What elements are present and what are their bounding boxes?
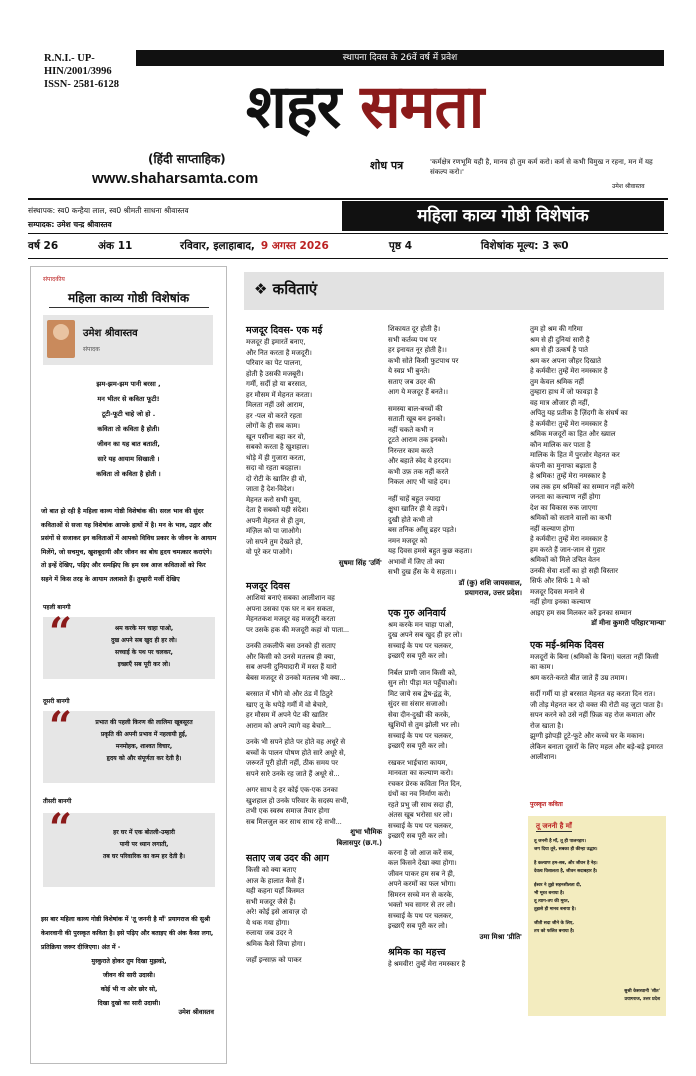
closing-line: मुस्कुराते होकर तुम दिखा मुझको, (91, 958, 167, 965)
editorial-poem (31, 377, 226, 482)
poem-line: कौन मालिक कर पाता है (530, 440, 591, 449)
title-underline (49, 307, 209, 308)
poem-line: खून पसीना बहा कर वो, (246, 432, 306, 441)
poem-line: कविता तो कविता है होती । (96, 470, 161, 478)
poem-line: अगर साथ दे हर कोई एक-एक उनका (246, 786, 338, 794)
poem-line: सभी दुख हँस के ये सहता।। (388, 568, 457, 576)
quote-line: प्रभात की पहली किरण की लालिमा खूबसूरत (95, 719, 193, 726)
poet-location: प्रयागराज, उत्तर प्रदेश। (464, 589, 522, 597)
quote-line: दुख अपने सब खुद ही हर लो। (111, 637, 177, 644)
research-paper-tag: शोध पत्र (370, 159, 404, 172)
poem-line: होती है उसकी मजबूरी। (246, 369, 304, 378)
poem-line: उनकी सेवा शर्तों का हो सही विस्तार (530, 566, 618, 575)
quote-box-3 (43, 805, 215, 887)
poet-signature: शुभा भौमिक (350, 828, 382, 836)
poem-line: देता है सबको यही संदेश। (246, 506, 309, 514)
poem-line: श्रम से ही दुनियां सारी है (530, 335, 590, 344)
masthead-quote: 'कर्मक्षेत्र रणभूमि यही है, मानव हो तुम कर्म करो। कर्म से कभी विमुख न रहना, मन में यह संकल्प करो।' (430, 158, 653, 176)
poem-line: श्रम करके मन चाहा पाओ, (388, 620, 454, 629)
poem-line: श्रमिक कैसे जिया होगा। (246, 939, 306, 948)
poem-line: ये थक गया होगा। (246, 918, 290, 927)
poem-line: मानवता का कल्याण करो। (388, 769, 453, 777)
spacer (388, 599, 522, 607)
poem-line: श्रम से ही उत्कर्ष है पाते (530, 346, 589, 354)
closing-line: जीवन की सारी उदासी। (102, 972, 156, 979)
awarded-poem-label: पुरस्कृत कविता (530, 801, 563, 808)
sample-label-1: पहली बानगी (43, 604, 71, 611)
sample-label-2: दूसरी बानगी (43, 698, 70, 705)
closing-prose: इस बार महिला काव्य गोष्ठी विशेषांक में 'तू जननी है माँ' प्रयागराज की सुश्री केशरवानी की पुरस्कृत कविता है। इसे पढ़िए और बताइए की अंक कैसा लगा, प्रतिक्रिया जरूर दीजिएगा। अंत में - (41, 916, 214, 951)
poem-line: सदा वो रहता बदहाल। (246, 464, 301, 472)
poem-line: इच्छाएँ सब पूरी कर लो। (388, 832, 448, 840)
poem-line: खुशियों से तुम झोली भर लो। (388, 721, 460, 729)
poem-line: कल किसने देखा क्या होगा। (388, 859, 457, 867)
poem-line: इच्छाएँ सब पूरी कर लो। (388, 652, 448, 660)
poem-line: नमन मजदूर को (388, 536, 428, 545)
quote-line: पानी पर ध्यान लगाती, (119, 841, 169, 848)
editor-line: सम्पादक: उमेश चन्द्र श्रीवास्तव (28, 220, 112, 229)
poem-line: आराम को अपने त्यागे वह बेचारे... (246, 721, 331, 730)
poem-line: लेकिन बनाता दूसरों के लिए महल और बड़े-बड़े इमारत आलीशान। (530, 742, 663, 761)
poem-body (246, 865, 382, 966)
poem-line: तुम हो श्रम की गरिमा (530, 325, 583, 333)
poem-line: मेहनत करो सभी युवा, (246, 495, 302, 504)
poem-line: जरूरतें पूरी होती नहीं, ठीक समय पर (246, 759, 338, 767)
poem-line: मिट जाये सब द्वेष-द्वंद्व के, (388, 689, 452, 698)
poem-line: जीवन पाकर हम सब ने ही, (388, 869, 455, 878)
poem-line: अपनी मेहनत से ही तुम, (246, 516, 306, 525)
poem-title: मजदूर दिवस- एक मई (246, 325, 323, 336)
poem-line: आज के हालात कैसे हैं। (246, 876, 305, 885)
poet-signature: सुषमा सिंह 'उर्मि' (338, 558, 382, 567)
poem-line: बरसात में भीगे वो और ठंड में ठिठुरे (246, 690, 333, 698)
poem-line: श्रम करते-करते बीत जाते हैं उम्र तमाम। (530, 673, 628, 682)
editorial-closing (41, 913, 217, 1011)
poem-line: बस तनिक आँसू ढहर पड़ते। (388, 526, 457, 534)
quote-text-3 (77, 827, 211, 863)
issue-info-bar (28, 236, 668, 256)
poem-line: जाता है देश-विदेश। (246, 485, 295, 493)
poem-line: जो सपने तुम देखते हो, (246, 537, 303, 546)
poem-line: सारे यह आयाम सिखाती । (97, 455, 160, 463)
poem-line: आग ये मजदूर हैं बनते।। (388, 388, 449, 396)
poem-line: दो रोटी के खातिर ही वो, (246, 474, 307, 483)
poem-line: श्रमिक मजदूरों का हित और ख्याल (530, 430, 616, 438)
quote-box-1 (43, 609, 215, 679)
rni-line-2: HIN/2001/3996 (44, 66, 112, 77)
poem-line: तप को फलित बनाया है। (534, 929, 575, 934)
poem-line: गर्मी, सर्दी हो या बरसात, (246, 380, 307, 388)
poem-line: बच्चों के पालन पोषण होते सारे अधूरे से, (246, 748, 346, 757)
poet-signature: उमा मिश्रा 'प्रीति' (479, 932, 522, 941)
poem-line: है कल्याण हम-सब, और जीवन है नेह। (534, 861, 598, 866)
poem-line: जब तक हम श्रमिकों का सम्मान नहीं करेंगे (530, 482, 635, 491)
poem-line: नहीं होगा इनका कल्याण (530, 598, 591, 606)
poem-line: श्रम कर अपना जौहर दिखाते (530, 356, 602, 365)
section-title: ❖ कविताएं (254, 280, 318, 298)
poem-body (388, 324, 522, 578)
poet-signature: डॉ मीना कुमारी परिहार'मान्या' (591, 619, 666, 627)
poem-body (246, 337, 382, 558)
poem-line: थोड़े में ही गुजारा करता, (246, 453, 306, 462)
poem-line: सच्चाई के पथ पर चलकर, (388, 821, 454, 830)
rni-line-1: R.N.I.- UP- (44, 53, 95, 64)
quote-line: हृदय को और संपूर्णता कर देती है। (106, 755, 182, 762)
anniversary-banner: स्थापना दिवस के 26वें वर्ष में प्रवेश (136, 50, 664, 66)
awarded-poem-body (534, 838, 660, 936)
poem-line: ये स्वप्न भी बुनते। (388, 367, 430, 375)
signature-location: प्रयागराज, उत्तर प्रदेश (624, 997, 660, 1002)
author-card (43, 315, 213, 365)
poem-line: सबको करता है खुशहाल। (246, 443, 310, 451)
poem-line: सभी मजदूर जैसे हैं। (246, 897, 296, 906)
poem-line: यही कहना यहाँ किस्मत (246, 887, 305, 895)
poem-line: हर -पल वो करते रहता (246, 411, 302, 420)
closing-line: दिखा दुखो का सारी उदासी। (97, 1000, 161, 1007)
poem-column-1 (246, 324, 382, 966)
poem-line: तू त्याग-तप की मूरत, (534, 899, 570, 904)
poem-line: निर्बल प्राणी जान किसी को, (388, 668, 457, 677)
poem-line: कविता तो कविता है होती। (97, 425, 160, 433)
poem-line: करना है जो आज करें सब, (388, 848, 454, 857)
quote-line: श्रम करके मन चाहा पाओ, (114, 625, 174, 632)
issue-date: 9 अगस्त 2026 (260, 240, 329, 252)
info-divider-bottom (28, 258, 668, 259)
poem-line: समस्या बाल-बच्चों की (388, 404, 443, 413)
poem-line: हर मौसम में अपने पेट की खातिर (246, 711, 328, 719)
poem-line: निरन्तर काम करते (388, 446, 434, 455)
quote-box-2 (43, 703, 215, 783)
poem-line: कभी सोते किसी फुटपाथ पर (388, 356, 459, 365)
poem-line: हर मौसम में मेहनत करता। (246, 390, 313, 399)
poem-line: झुग्गी झोपड़ी टूटे-फूटे और कच्चे घर के मकान। (530, 732, 645, 740)
awarded-poem-signature (624, 988, 660, 1004)
poem-line: सच्चाई के पथ पर चलकर, (388, 911, 454, 920)
logo-word-1: शहर (246, 72, 341, 142)
poem-line: उनके भी सपने होते पर होते वह अधूरे से (246, 738, 346, 746)
poem-line: नहीं चकते कभी न (388, 425, 434, 434)
poem-line: रखकर भाईचारा कायम, (388, 758, 448, 767)
editorial-signature: उमेश श्रीवास्तव (178, 1008, 214, 1016)
poem-line: जीवन का यह बात बताती, (97, 440, 160, 448)
quote-text-1 (77, 623, 211, 671)
newspaper-logo (246, 72, 483, 142)
poem-line: अभावों में जिए तो क्या (388, 557, 445, 566)
poem-line: मालिक के हित में पुरजोर मेहनत कर (530, 451, 620, 459)
info-divider-top (28, 233, 668, 234)
spacer (246, 568, 382, 580)
poem-line: और किसी को उनसे मतलब ही क्या, (246, 652, 336, 661)
poem-line: इच्छाएँ सब पूरी कर लो। (388, 742, 448, 750)
poem-line: हे कर्मवीर! तुम्हें मेरा नमस्कार है (530, 367, 608, 375)
awarded-poem-title: तू जननी है माँ (536, 822, 572, 830)
poem-line: परिवार का पेट पालना, (246, 359, 303, 367)
poem-line: आइए हम सब मिलकर करें इनका सम्मान (530, 608, 632, 617)
poem-line: देश का विकास रुक जाएगा (530, 503, 598, 512)
poem-line: सताती खूब बन इनको। (388, 415, 446, 423)
poem-line: अरे! कोई इसे आवाज़ दो (246, 908, 308, 916)
issn-line: ISSN- 2581-6128 (44, 79, 119, 90)
poem-line: यह दिवस हमसे बहुत कुछ कहता। (388, 547, 473, 555)
editorial-prose: जो बात हो रही है महिला काव्य गोष्ठी विशेषांक की। सरल भाव की सुंदर कविताओं से सजा यह विशेषांक आपके हाथों में है। मन के भाव, उद्गार और प्रसंगों से सजाकर इन कविताओं में आपको विविध प्रकार के जीवन के आयाम मिलेंगे, जो सचमुच, खुशबूदायी और जीवन का बोध हृदय चमत्कार कराएंगे। तो इन्हें देखिए, पढ़िए और समझिए कि हम सब आज कविताओं को फिर सहने में किस तरह के आयाम तलाशते हैं। तुम्हारी मर्जी देखिए (41, 508, 217, 583)
quote-mark-icon: “ (49, 805, 73, 852)
poem-line: झम-झम-झम पानी बरसा , (96, 380, 161, 388)
poem-column-2 (388, 324, 522, 970)
poem-line: ग्रंथों का नव निर्माण करो। (388, 790, 451, 798)
poem-title: श्रमिक का महत्त्व (388, 947, 446, 958)
poem-line: हे श्रमिक! तुम्हें मेरा नमस्कार है (530, 472, 606, 480)
poem-line: जहाँ इन्साफ़ को पाकर (246, 956, 302, 964)
rni-block (44, 52, 119, 91)
editorial-sidebar (30, 266, 227, 1064)
poem-line: नहीं चाहें बहुत ज्यादा (388, 494, 441, 503)
poem-line: मजदूर दिवस मनाने से (530, 587, 585, 596)
poem-line: सच्चाई के पथ पर चलकर, (388, 641, 454, 650)
poem-line: जग दिया तूने, सबका ही कीन्हा उद्धार। (534, 847, 598, 852)
poem-line: और बहाते स्वेद ये हरदम। (388, 457, 452, 465)
poem-title: सताए जब उदर की आग (246, 853, 329, 864)
poem-line: मजदूरों के बिना (श्रमिकों के बिना) चलता नहीं किसी का काम। (530, 652, 659, 671)
poem-line: मिलता नहीं उसे आराम, (246, 401, 305, 409)
poem-line: जनता का कल्याण नहीं होगा (530, 493, 601, 501)
poem-line: हर इनायत नूर होती है।। (388, 346, 447, 354)
poem-title: एक गुरु अनिवार्य (388, 607, 446, 619)
poem-line: मंज़िल को पा जाओगे। (246, 527, 302, 535)
quote-mark-icon: “ (49, 703, 73, 750)
sample-label-3: तीसरी बानगी (43, 798, 72, 805)
poem-line: तुम्हारा हाथ में जो फावड़ा है (530, 388, 598, 396)
poem-line: टूटते आराम तक इनको। (388, 436, 448, 444)
weekly-tag: (हिंदी साप्ताहिक) (148, 152, 226, 166)
poem-line: लोगों के ही सब काम। (246, 422, 300, 430)
special-issue-banner: महिला काव्य गोष्ठी विशेषांक (342, 201, 664, 231)
poems-section-header (244, 272, 664, 310)
signature-name: सुश्री केसरवानी 'शीत' (624, 989, 660, 994)
editorial-title: महिला काव्य गोष्ठी विशेषांक (67, 291, 190, 305)
poem-line: निकल आए भी चाहे दम। (388, 478, 451, 486)
poem-line: सिमरन सच्चे मन से करके, (388, 890, 454, 899)
poem-line: खाए तू के थपेड़े गर्मी में वो बेचारे, (246, 700, 328, 709)
poem-line: आशियां बनाएं सबका आलीशान वह (246, 594, 335, 602)
poem-line: टूटी-फूटी चाहे जो हो . (101, 410, 156, 418)
poem-line: अपने करमों का फल भोगा। (388, 880, 456, 888)
poem-line: सुन लो! पीड़ा मत पहुँचाओ। (388, 679, 457, 687)
header-divider (28, 198, 668, 200)
poem-line: तभी एक स्वस्थ समाज तैयार होगा (246, 807, 330, 815)
quote-line: सच्चाई के पथ पर चलकर, (115, 649, 173, 656)
poem-line: देवत्व विशालता है, जीवन सदाबहार है। (534, 869, 598, 874)
poem-line: सर्दी गर्मी या हो बरसात मेहनत वह करता दिन रात। (530, 690, 656, 698)
poem-line: दुखी होते कभी तो (388, 515, 433, 524)
poem-title: मजदूर दिवस (246, 581, 290, 592)
poem-body (388, 620, 522, 932)
poem-line: क्षुधा खातिर ही ये तड़पे। (388, 505, 448, 513)
poem-column-3 (530, 324, 666, 763)
poem-line: अपितु यह प्रतीक है ज़िंदगी के संघर्ष का (530, 409, 628, 417)
founders-line: संस्थापक: स्व0 कन्हैया लाल, स्व0 श्रीमती साधना श्रीवास्तव (28, 206, 189, 215)
poem-line: और नित करता है मजदूरी। (246, 348, 312, 357)
quote-line: प्रकृति की अपनी प्रभाव में नहलायी हुई, (100, 731, 188, 738)
poem-body (388, 959, 522, 970)
poem-line: सब अपनी दुनियादारी में मस्त हैं यारो (246, 663, 337, 671)
poem-body (530, 324, 666, 618)
poem-line: जी तोड़ मेहनत कर दो वक्त की रोटी वह जुटा पाता है। (530, 700, 664, 709)
poem-line: रचकर प्रेरक कविता नित दिन, (388, 779, 462, 788)
poem-line: हे श्रमवीर! तुम्हें मेरा नमस्कार है (388, 960, 466, 968)
poem-line: वह मात्र औजार ही नहीं, (530, 398, 590, 407)
poet-location: बिलासपुर (छ.ग.) (336, 838, 382, 847)
logo-word-2: समता (360, 72, 484, 142)
poem-line: हे कर्मवीर! तुम्हें मेरा नमस्कार है (530, 419, 608, 428)
poem-line: ईश्वर ने तुझे सहनशीलता दी, (534, 883, 582, 888)
day-place: रविवार, इलाहाबाद, (180, 240, 255, 252)
poem-line: कभी उफ़ तक नहीं करते (388, 467, 449, 476)
closing-line: कोई भी ना ओर छोर सो, (100, 986, 158, 993)
poem-line: सुंदर सा संसार सजाओ। (388, 700, 448, 708)
awarded-poem-box (528, 816, 666, 1016)
quote-line: हर घर में एक बोतली-उम्हारी (113, 829, 175, 836)
poem-line: भक्तो भव सागर से तर लो। (388, 901, 456, 909)
spacer (530, 629, 666, 639)
poem-line: सभी कर्तव्य पथ पर (388, 335, 437, 344)
poem-line: खुशहाल हो उनके परिवार के सदस्य सभी, (246, 796, 349, 805)
page-number: पृष्ठ 4 (388, 240, 413, 252)
website-link[interactable]: www.shaharsamta.com (92, 170, 259, 187)
poem-line: इच्छाएँ सब पूरी कर लो। (388, 922, 448, 930)
poem-line: उनकी तकलीफें बस उनको ही सताए (246, 642, 336, 650)
poem-line: सच्चाई के पथ पर चलकर, (388, 731, 454, 740)
year: वर्ष 26 (28, 240, 59, 252)
poem-line: श्रमिकों को सताने वालों का कभी (530, 514, 612, 522)
poem-line: अंतस खूब भरोसा धर लो। (388, 811, 453, 819)
poem-line: हम करते हैं जान-जान से गुहार (530, 545, 605, 554)
poem-line: सेवा दीन-दुखी की करके, (388, 710, 451, 719)
poem-title: एक मई-श्रमिक दिवस (530, 639, 604, 651)
author-name: उमेश श्रीवास्तव (83, 328, 138, 339)
poem-line: दुख अपने सब खुद ही हर लो। (388, 631, 463, 639)
poem-line: रहते प्रभु जी साथ सदा ही, (388, 800, 454, 809)
poem-line: मजदूर ही इमारतें बनाए, (246, 338, 306, 346)
poem-line: पर उसके हक की मजदूरी कहां वो पाता... (246, 625, 350, 634)
author-role: संपादक (83, 346, 100, 353)
quote-text-2 (77, 717, 211, 765)
avatar (47, 320, 75, 358)
poem-line: जीती सदा जीने के लिए, (534, 921, 574, 926)
quote-line: इच्छाएँ सब पूरी कर लो। (117, 661, 171, 668)
poem-line: तू जननी है माँ, तू ही पालनहार। (534, 839, 586, 844)
poem-line: कंपनी का मुनाफा बढ़ाता है (530, 461, 597, 470)
poem-line: मेहनतकश मजदूर वह मजदूरी करता (246, 615, 336, 623)
issue-number: अंक 11 (98, 240, 133, 252)
poem-line: भी मूरत बनाया है। (534, 891, 565, 896)
poem-line: शिकायत दूर होती है। (388, 325, 441, 333)
quote-author: उमेश श्रीवास्तव (612, 183, 645, 190)
poem-line: सिर्फ और सिर्फ 1 मे को (530, 577, 590, 585)
poem-line: श्रमिकों को मिले उचित वेतन (530, 556, 600, 564)
poem-line: हे कर्मवीर! तुम्हें मेरा नमस्कार है (530, 535, 608, 543)
poem-line: सपन करने को उसे नहीं फ़िक्र वह रोज कमाता और रोज खाता है। (530, 711, 656, 730)
poem-line: अपना उसका एक घर न बन सकता, (246, 604, 335, 613)
poem-line: सताए जब उदर की (388, 377, 436, 386)
poem-body (530, 652, 666, 763)
issue-price: विशेषांक मूल्य: 3 रू0 (480, 240, 569, 252)
poem-line: वो पूरे कर पाओगे। (246, 548, 293, 556)
poem-line: सपने सारे उनके रह जाते हैं अधूरे से... (246, 769, 340, 778)
poem-body (246, 593, 388, 827)
quote-line: मनमोहक, शाश्वत विचार, (115, 743, 173, 750)
poem-line: नहीं कल्याण होगा (530, 524, 575, 533)
poem-line: मन भीतर से कविता फूटी! (97, 395, 160, 403)
poem-line: तुझसे ही मानव बनाया है। (534, 907, 576, 912)
poem-line: रुलाया जब उदर ने (246, 929, 293, 937)
poem-line: सब मिलजुल कर साथ साथ रहे सभी... (246, 817, 342, 826)
poem-line: बेबस मजदूर से उनको मतलब भी क्या... (246, 673, 346, 682)
quote-mark-icon: “ (49, 609, 73, 656)
editorial-label: संपादकीय (43, 276, 65, 283)
poem-line: तुम केवल श्रमिक नहीं (530, 377, 584, 386)
poet-signature: डॉ (कु) शशि जायसवाल, (458, 578, 522, 587)
quote-line: तब घर परिवारिक का कम हर देती है। (102, 853, 185, 860)
poem-line: किसी को क्या बताए (246, 866, 297, 874)
